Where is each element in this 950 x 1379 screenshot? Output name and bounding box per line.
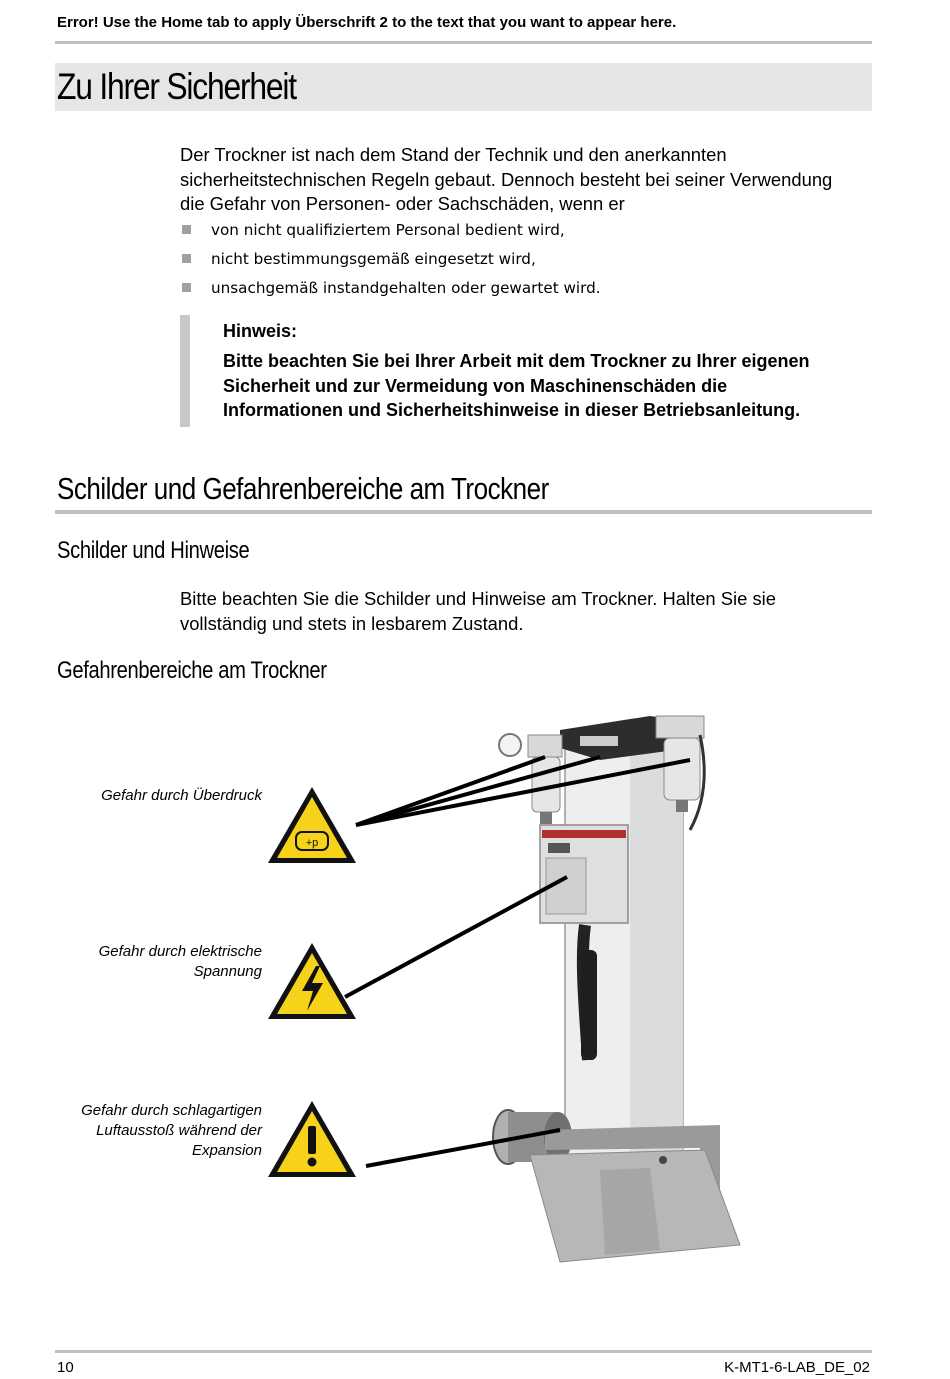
hazard-label-line: Gefahr durch Überdruck — [101, 787, 262, 804]
subsection-signs-title: Schilder und Hinweise — [57, 537, 250, 564]
exclamation-icon — [268, 1101, 356, 1177]
intro-line: die Gefahr von Personen- oder Sachschäden, wenn er — [180, 193, 625, 214]
hazard-label-line: Gefahr durch schlagartigen — [81, 1102, 262, 1119]
section-title: Zu Ihrer Sicherheit — [57, 66, 296, 107]
signs-line: Bitte beachten Sie die Schilder und Hinweise am Trockner. Halten Sie sie — [180, 588, 776, 609]
note-line: Sicherheit und zur Vermeidung von Maschinenschäden die — [223, 375, 728, 396]
note-line: Bitte beachten Sie bei Ihrer Arbeit mit dem Trockner zu Ihrer eigenen — [223, 351, 810, 371]
hazard-label-line: Expansion — [191, 1142, 262, 1159]
intro-line: Der Trockner ist nach dem Stand der Technik und den anerkannten — [180, 144, 727, 165]
hazard-label-line: Gefahr durch elektrische — [98, 943, 262, 960]
page-number: 10 — [57, 1359, 74, 1376]
overpressure-icon — [268, 787, 356, 863]
hazard-label-line: Luftausstoß während der — [96, 1122, 262, 1139]
high-voltage-icon — [268, 943, 356, 1019]
footer-rule — [55, 1350, 872, 1353]
note-title: Hinweis: — [223, 321, 298, 341]
signs-line: vollständig und stets in lesbarem Zustand. — [180, 612, 524, 634]
list-item-text: unsachgemäß instandgehalten oder gewartet wird. — [211, 279, 601, 297]
subsection-hazards-title: Gefahrenbereiche am Trockner — [57, 657, 327, 684]
overpressure-symbol-text: +p — [305, 837, 319, 849]
intro-line: sicherheitstechnischen Regeln gebaut. Dennoch besteht bei seiner Verwendung — [180, 168, 833, 190]
header-error-text: Error! Use the Home tab to apply Überschrift 2 to the text that you want to appear here. — [57, 14, 677, 31]
document-id: K-MT1-6-LAB_DE_02 — [724, 1359, 870, 1376]
note-line: Informationen und Sicherheitshinweise in dieser Betriebsanleitung. — [223, 400, 801, 420]
list-item-text: von nicht qualifiziertem Personal bedient wird, — [211, 221, 565, 239]
dryer-illustration — [493, 716, 740, 1262]
section2-title: Schilder und Gefahrenbereiche am Trockner — [57, 471, 549, 506]
hazard-label-line: Spannung — [193, 963, 262, 980]
list-item-text: nicht bestimmungsgemäß eingesetzt wird, — [211, 250, 536, 268]
